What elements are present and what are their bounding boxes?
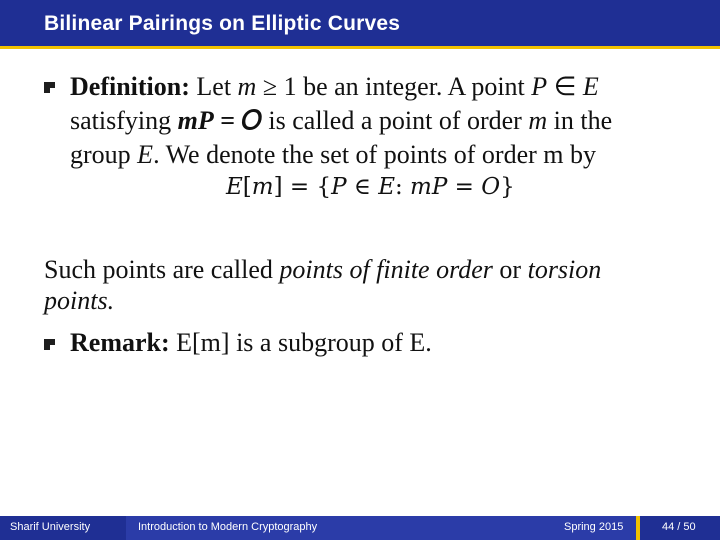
remark-bullet-icon (44, 339, 55, 350)
remark-label: Remark: (70, 328, 170, 357)
footer-left (0, 516, 126, 540)
torsion-set-equation: 𝐸[𝑚] = {𝑃 ∈ 𝐸: 𝑚𝑃 = 𝑂} (226, 174, 515, 200)
definition-line-2: satisfying mP = 𝑂 is called a point of order m in the (70, 106, 613, 135)
torsion-line-1: Such points are called points of finite order or torsion (44, 255, 602, 284)
footer-middle (126, 516, 636, 540)
page-number: 44 / 50 (662, 521, 696, 533)
definition-line-1: Definition: Let m ≥ 1 be an integer. A point P ∈ E (70, 72, 599, 101)
slide-title: Bilinear Pairings on Elliptic Curves (44, 12, 401, 35)
definition-label: Definition: (70, 72, 190, 101)
footer-university: Sharif University (10, 521, 91, 533)
remark-line: Remark: E[m] is a subgroup of E. (70, 328, 432, 357)
footer-right (640, 516, 720, 540)
definition-line-3: group E. We denote the set of points of order m by (70, 140, 597, 169)
footer-bar (0, 516, 720, 540)
footer-term: Spring 2015 (564, 521, 624, 533)
torsion-line-2: points. (44, 286, 115, 315)
definition-bullet-icon (44, 82, 55, 93)
footer-course: Introduction to Modern Cryptography (138, 521, 318, 533)
